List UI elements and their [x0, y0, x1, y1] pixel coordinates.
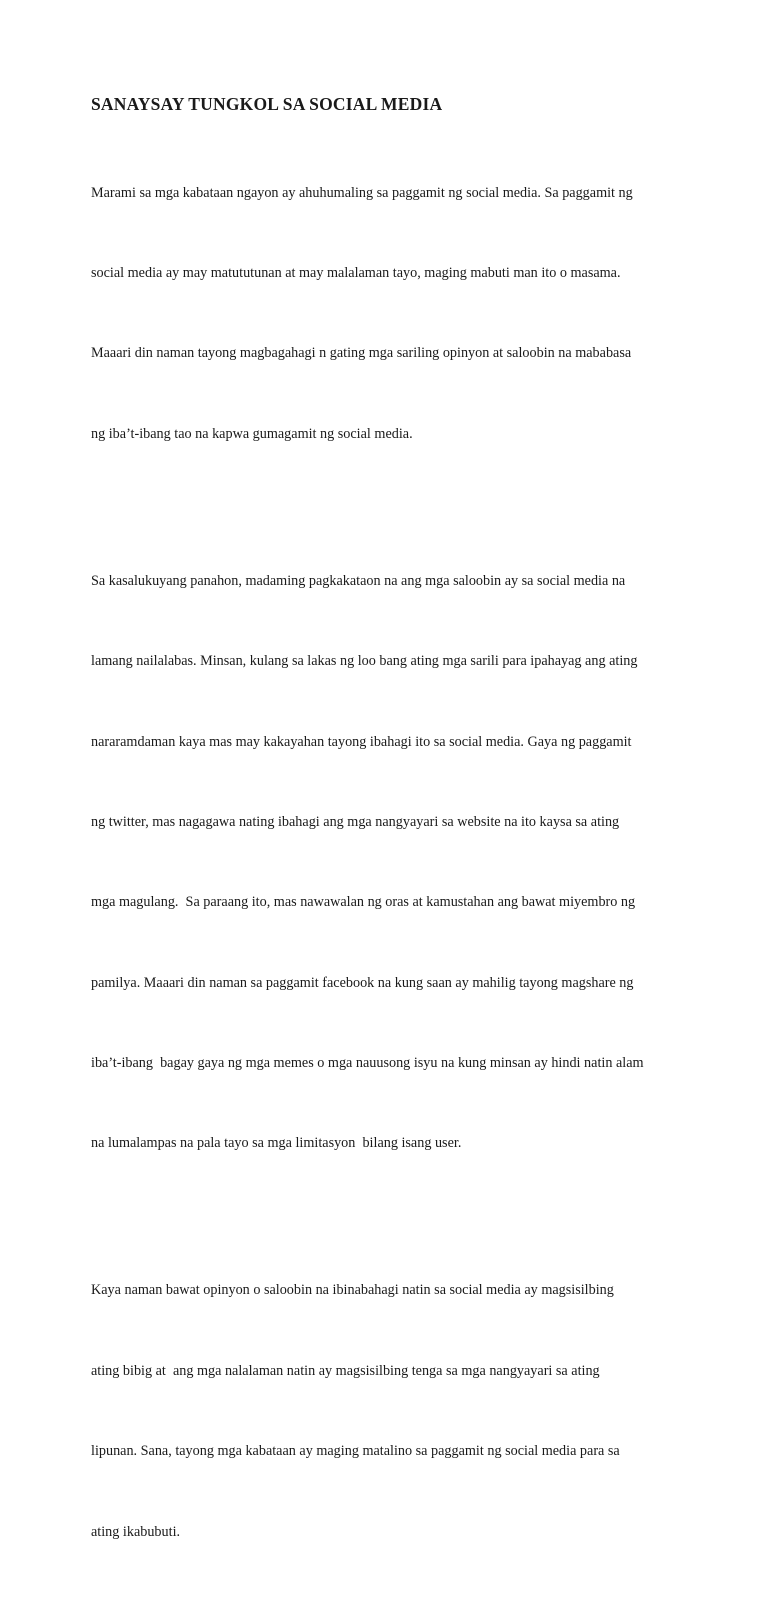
- paragraph-line: Maaari din naman tayong magbagahagi n gating mga sariling opinyon at saloobin na mababasa: [91, 345, 632, 362]
- document-content: [91, 92, 691, 1612]
- paragraph-line: na lumalampas na pala tayo sa mga limitasyon bilang isang user.: [91, 1135, 462, 1152]
- paragraph-line: lamang nailalabas. Minsan, kulang sa lakas ng loo bang ating mga sarili para ipahayag ang ating: [91, 653, 638, 670]
- paragraph-line: iba’t-ibang bagay gaya ng mga memes o mga nauusong isyu na kung minsan ay hindi natin alam: [91, 1055, 644, 1072]
- paragraph-line: ng iba’t-ibang tao na kapwa gumagamit ng social media.: [91, 425, 413, 442]
- paragraph-line: Marami sa mga kabataan ngayon ay ahuhumaling sa paggamit ng social media. Sa paggamit ng: [91, 184, 633, 201]
- paragraph-line: lipunan. Sana, tayong mga kabataan ay maging matalino sa paggamit ng social media para sa: [91, 1443, 620, 1460]
- paragraph-line: Sa kasalukuyang panahon, madaming pagkakataon na ang mga saloobin ay sa social media na: [91, 572, 626, 589]
- paragraph-line: nararamdaman kaya mas may kakayahan tayong ibahagi ito sa social media. Gaya ng paggamit: [91, 733, 632, 750]
- document-title: SANAYSAY TUNGKOL SA SOCIAL MEDIA: [91, 94, 443, 114]
- paragraph-line: ng twitter, mas nagagawa nating ibahagi ang mga nangyayari sa website na ito kaysa sa ating: [91, 813, 620, 830]
- paragraph-line: social media ay may matututunan at may malalaman tayo, maging mabuti man ito o masama.: [91, 264, 621, 281]
- paragraph-line: pamilya. Maaari din naman sa paggamit facebook na kung saan ay mahilig tayong magshare ng: [91, 974, 634, 991]
- paragraph-1: [91, 126, 691, 501]
- paragraph-line: Kaya naman bawat opinyon o saloobin na ibinabahagi natin sa social media ay magsisilbing: [91, 1282, 614, 1299]
- paragraph-3: [91, 1224, 691, 1599]
- paragraph-line: ating bibig at ang mga nalalaman natin ay magsisilbing tenga sa mga nangyayari sa ating: [91, 1362, 600, 1379]
- paragraph-line: ating ikabubuti.: [91, 1523, 181, 1540]
- paragraph-2: [91, 514, 691, 1211]
- paragraph-line: mga magulang. Sa paraang ito, mas nawawalan ng oras at kamustahan ang bawat miyembro ng: [91, 894, 636, 911]
